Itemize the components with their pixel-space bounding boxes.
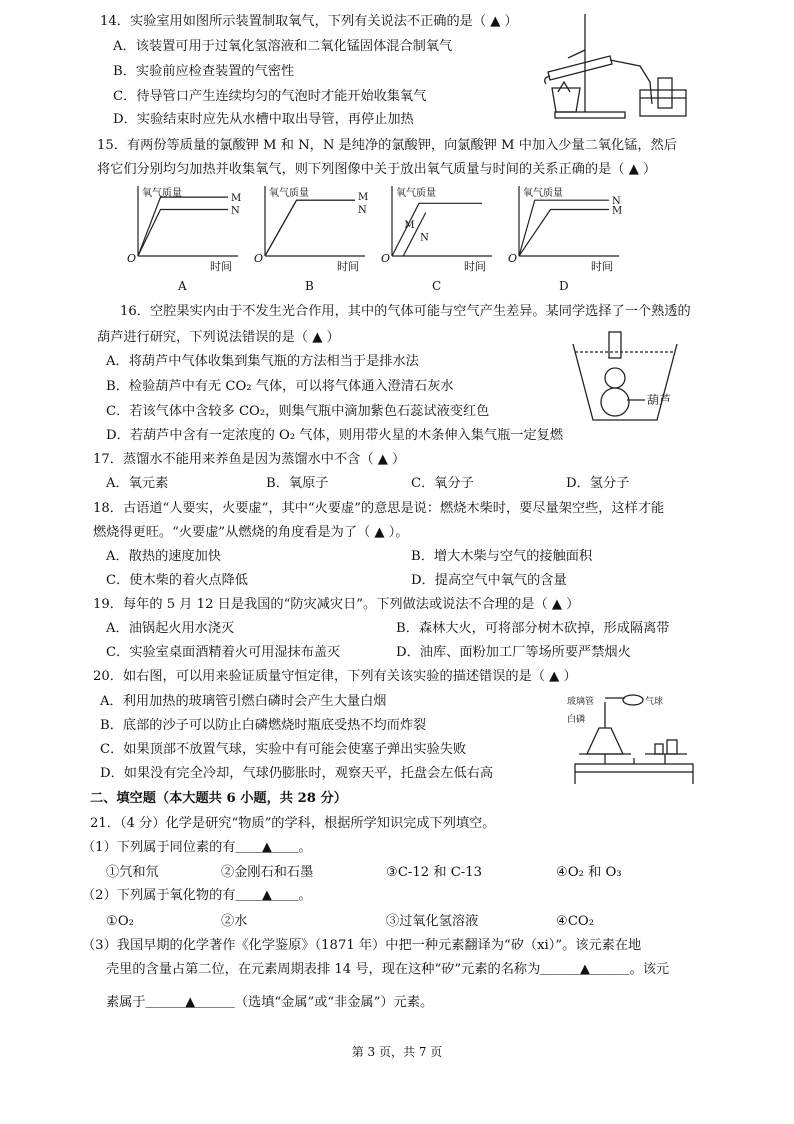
q20-option-b: B．底部的沙子可以防止白磷燃烧时瓶底受热不均而炸裂 <box>100 718 427 733</box>
graph-y-label: 氧气质量 <box>269 188 309 199</box>
question-16-stem-line2: 葫芦进行研究，下列说法错误的是（ ▲ ） <box>97 330 340 345</box>
q21-part2-option-1: ①O₂ <box>106 914 134 929</box>
question-20-stem: 20．如右图，可以用来验证质量守恒定律，下列有关该实验的描述错误的是（ ▲ ） <box>93 669 577 684</box>
q21-part1-option-2: ②金刚石和石墨 <box>221 865 314 880</box>
question-14-stem: 14．实验室用如图所示装置制取氧气，下列有关说法不正确的是（ ▲ ） <box>100 14 518 29</box>
series-line-M <box>519 210 609 257</box>
q16-option-a: A．将葫芦中气体收集到集气瓶的方法相当于是排水法 <box>106 354 419 369</box>
q21-part1-option-1: ①氕和氘 <box>106 865 159 880</box>
q19-option-b: B．森林大火，可将部分树木砍掉，形成隔离带 <box>396 621 670 636</box>
q21-part2-option-2: ②水 <box>221 914 248 929</box>
q16-option-d: D．若葫芦中含有一定浓度的 O₂ 气体，则用带火星的木条伸入集气瓶一定复燃 <box>106 428 564 443</box>
balloon-label: 气球 <box>645 697 664 707</box>
page-footer: 第 3 页，共 7 页 <box>351 1045 443 1059</box>
question-19-stem: 19．每年的 5 月 12 日是我国的“防灾减灾日”。下列做法或说法不合理的是（ ▲ ） <box>93 597 580 612</box>
q21-part3-line2: 壳里的含量占第二位，在元素周期表排 14 号，现在这种“矽”元素的名称为＿＿＿▲＿＿＿。该元 <box>106 962 670 977</box>
q16-option-b: B．检验葫芦中有无 CO₂ 气体，可以将气体通入澄清石灰水 <box>106 379 454 394</box>
question-21-stem: 21．（4 分）化学是研究“物质”的学科，根据所学知识完成下列填空。 <box>90 816 496 831</box>
graph-y-label: 氧气质量 <box>142 188 182 199</box>
q19-option-d: D．油库、面粉加工厂等场所要严禁烟火 <box>396 645 631 660</box>
q15-graphs <box>120 182 680 294</box>
q21-part1-option-3: ③C-12 和 C-13 <box>386 865 483 880</box>
q21-part1: （1）下列属于同位素的有＿＿▲＿＿。 <box>82 840 312 855</box>
series-label-N: N <box>358 205 367 217</box>
q21-part2: （2）下列属于氧化物的有＿＿▲＿＿。 <box>82 888 312 903</box>
graph-y-label: 氧气质量 <box>396 188 436 199</box>
q21-part1-option-4: ④O₂ 和 O₃ <box>556 865 622 880</box>
q20-option-a: A．利用加热的玻璃管引燃白磷时会产生大量白烟 <box>100 694 387 709</box>
q16-option-c: C．若该气体中含较多 CO₂，则集气瓶中滴加紫色石蕊试液变红色 <box>106 404 490 419</box>
q20-option-d: D．如果没有完全冷却，气球仍膨胀时，观察天平，托盘会左低右高 <box>100 766 494 781</box>
q21-part3-line1: （3）我国早期的化学著作《化学鉴原》（1871 年）中把一种元素翻译为“矽（xi）”。该元素在地 <box>82 938 642 953</box>
q19-option-c: C．实验室桌面酒精着火可用湿抹布盖灭 <box>106 645 341 660</box>
q21-part2-option-4: ④CO₂ <box>556 914 595 929</box>
series-label-N: N <box>612 196 621 208</box>
q17-option-b: B．氧原子 <box>266 476 329 491</box>
q14-option-d: D．实验结束时应先从水槽中取出导管，再停止加热 <box>113 112 414 127</box>
series-label-M: M <box>231 193 242 205</box>
question-16-stem-line1: 16．空腔果实内由于不发生光合作用，其中的气体可能与空气产生差异。某同学选择了一个熟透的 <box>120 304 691 319</box>
graph-letter: B <box>305 279 314 293</box>
graph-origin: O <box>381 252 391 265</box>
graph-x-label: 时间 <box>464 260 486 273</box>
q21-part2-option-3: ③过氧化氢溶液 <box>386 914 479 929</box>
graph-y-label: 氧气质量 <box>523 188 563 199</box>
series-line-N <box>519 200 609 256</box>
white-phosphorus-label: 白磷 <box>567 715 586 725</box>
q17-option-a: A．氧元素 <box>106 476 169 491</box>
q14-option-c: C．待导管口产生连续均匀的气泡时才能开始收集氧气 <box>113 89 427 104</box>
question-15-stem-line1: 15．有两份等质量的氯酸钾 M 和 N，N 是纯净的氯酸钾，向氯酸钾 M 中加入少量二氧化锰，然后 <box>97 138 677 153</box>
series-label-N: N <box>420 232 429 244</box>
series-line-N <box>265 200 355 256</box>
question-15-stem-line2: 将它们分别均匀加热并收集氧气，则下列图像中关于放出氧气质量与时间的关系正确的是（ ▲ ） <box>97 162 657 177</box>
graph-x-label: 时间 <box>591 260 613 273</box>
q18-option-b: B．增大木柴与空气的接触面积 <box>411 549 593 564</box>
q18-option-a: A．散热的速度加快 <box>106 549 222 564</box>
balance-phosphorus-figure <box>565 692 700 790</box>
series-line-M <box>138 197 228 256</box>
series-label-M: M <box>358 192 369 204</box>
graph-x-label: 时间 <box>337 260 359 273</box>
graph-letter: A <box>178 279 187 293</box>
q18-option-c: C．使木柴的着火点降低 <box>106 573 248 588</box>
q20-option-c: C．如果顶部不放置气球，实验中有可能会使塞子弹出实验失败 <box>100 742 467 757</box>
q19-option-a: A．油锅起火用水浇灭 <box>106 621 235 636</box>
q17-option-c: C．氧分子 <box>411 476 474 491</box>
series-label-M: M <box>612 205 623 217</box>
question-18-stem-line1: 18．古语道“人要实，火要虚”，其中“火要虚”的意思是说：燃烧木柴时，要尽量架空些，这样才能 <box>93 501 665 516</box>
graph-letter: C <box>432 279 442 293</box>
graph-origin: O <box>508 252 518 265</box>
q17-option-d: D．氢分子 <box>566 476 630 491</box>
graph-letter: D <box>559 279 569 293</box>
series-label-M: M <box>404 220 415 232</box>
q18-option-d: D．提高空气中氧气的含量 <box>411 573 567 588</box>
question-18-stem-line2: 燃烧得更旺。“火要虚”从燃烧的角度看是为了（ ▲ ）。 <box>93 525 409 540</box>
glass-tube-label: 玻璃管 <box>567 697 595 707</box>
series-line-M <box>265 200 355 256</box>
series-line-N <box>138 210 228 257</box>
graph-x-label: 时间 <box>210 260 232 273</box>
q14-option-b: B．实验前应检查装置的气密性 <box>113 64 295 79</box>
section-2-title: 二、填空题（本大题共 6 小题，共 28 分） <box>90 791 347 806</box>
graph-origin: O <box>254 252 264 265</box>
gourd-water-figure <box>565 330 695 425</box>
gourd-label: 葫芦 <box>647 393 672 407</box>
series-label-N: N <box>231 205 240 217</box>
graph-origin: O <box>127 252 137 265</box>
q21-part3-line3: 素属于＿＿＿▲＿＿＿（选填“金属”或“非金属”）元素。 <box>106 995 434 1010</box>
question-17-stem: 17．蒸馏水不能用来养鱼是因为蒸馏水中不含（ ▲ ） <box>93 452 406 467</box>
q14-option-a: A．该装置可用于过氧化氢溶液和二氧化锰固体混合制氧气 <box>113 39 453 54</box>
oxygen-apparatus-figure <box>540 12 700 124</box>
